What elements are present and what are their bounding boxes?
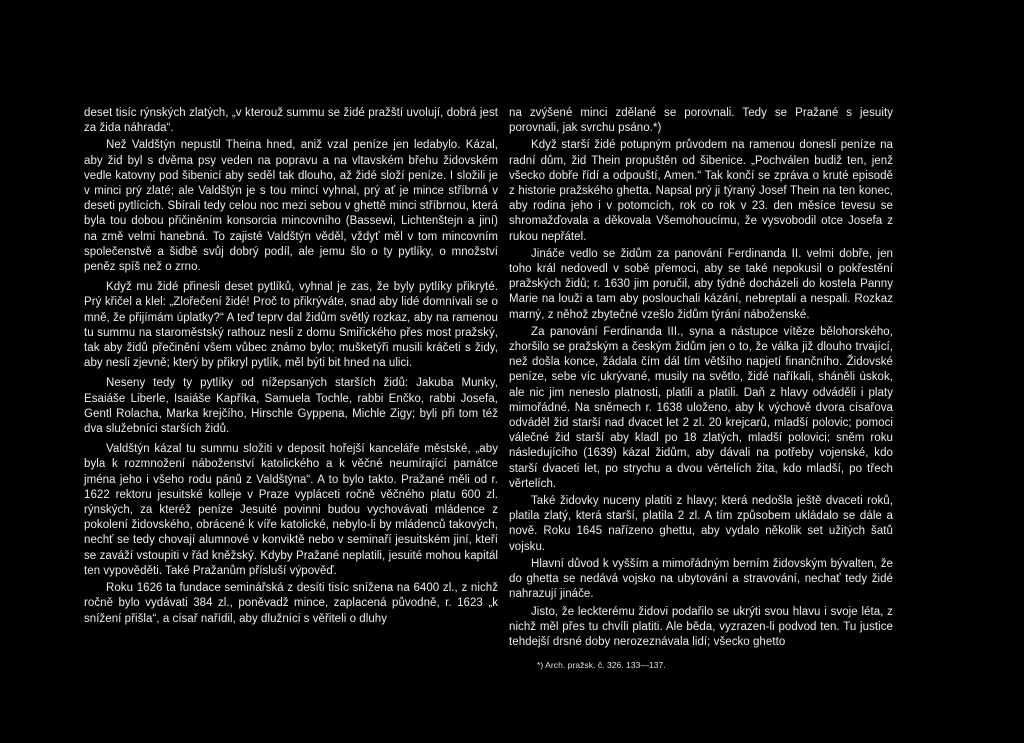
paragraph: na zvýšené minci zdělané se porovnali. Tedy se Pražané s jesuity porovnali, jak svrchu psáno.*) [509, 107, 893, 135]
paragraph: Když starší židé potupným průvodem na ramenou donesli peníze na radní dům, žid Thein propuštěn od šibenice. „Pochválen budiž ten, jenž všecko dobře řídí a odpouští, Amen.“ Tak končí se zpráva o kruté episodě z historie pražského ghetta. Napsal prý ji týraný Josef Thein na ten konec, aby rodina jeho i v potomcích, rok co rok v 23. den měsíce tevesu se shromažďovala a děkovala Všemohoucímu, že vysvobodil otce Josefa z rukou nepřátel. [509, 139, 893, 243]
paragraph: Také židovky nuceny platiti z hlavy; která nedošla ještě dvaceti roků, platila zlatý, která starší, platila 2 zl. A tím způsobem ukládalo se dále a nově. Roku 1645 nařízeno ghettu, aby vydalo několik set užitých šatů vojsku. [509, 495, 893, 553]
paragraph: Jisto, že leckterému židovi podařilo se ukrýti svou hlavu i svoje léta, z nichž měl přes tu chvíli platiti. Ale běda, vyzrazen-li podvod ten. Tu justice tehdejší drsné doby nerozeznávala lidí; všecko ghetto [509, 605, 893, 648]
paragraph: deset tisíc rýnských zlatých, „v kterouž summu se židé pražští uvolují, dobrá jest za žida náhrada“. [84, 107, 498, 135]
paragraph: Hlavní důvod k vyšším a mimořádným berním židovským bývalten, že do ghetta se nedává vojsko na ubytování a stravování, nechať tedy židé nahrazují jináče. [509, 557, 893, 601]
paragraph: Když mu židé přinesli deset pytlíků, vyhnal je zas, že byly pytlíky přikryté. Prý křičel a klel: „Zlořečení židé! Proč to přikrýváte, snad aby lidé domnívali se o mně, že přijímám úplatky?“ A teď teprv dal židům světlý rozkaz, aby na ramenou tu summu na staroměstský rathouz nesli z domu Smiřického přes most pražský, tak aby židů přečinění všem vůbec známo bylo; mušketýři musili kráčeti s židy, aby nesli zjevně; který by přikryl pytlík, měl býti bit hned na ulici. [84, 281, 498, 370]
footnote: *) Arch. pražsk. č. 326. 133—137. [537, 660, 666, 671]
paragraph: Jináče vedlo se židům za panování Ferdinanda II. velmi dobře, jen toho král nedovedl v sobě přemoci, aby se také nepokusil o pokřestění pražských židů; r. 1630 jim poručil, aby týdně docházeli do kostela Panny Marie na louži a tam aby poslouchali kázání, nebreptali a nespali. Rozkaz marný, z něhož zbytečné vzešlo židům týrání náboženské. [509, 247, 893, 321]
paragraph: Neseny tedy ty pytlíky od nížepsaných starších židů: Jakuba Munky, Esaiáše Liberle, Isaiáše Kapříka, Samuela Tochle, rabbi Enčko, rabbi Josefa, Gentl Rolacha, Marka krejčího, Hirschle Gyppena, Michle Zigy; byli při tom též dva služebníci starších židů. [84, 377, 498, 436]
right-page-column [509, 106, 893, 671]
left-page-column [84, 106, 498, 629]
paragraph: Za panování Ferdinanda III., syna a nástupce vítěze bělohorského, zhoršilo se pražským a českým židům jen o to, že válka již dlouho trvající, než došla konce, žádala čím dál tím většího napjetí finančního. Židovské peníze, sebe víc ukrývané, musily na světlo, židé naříkali, sháněli úskok, ale nic jim neneslo platnosti, platili a platili. Daň z hlavy odváděli i platy mimořádné. Na sněmech r. 1638 uloženo, aby k výchově dvora císařova odváděl žid starší nad dvacet let 2 zl. 20 krejcarů, mladší polovic; pomoci válečné žid starší aby kladl po 18 zlatých, mladší polovici; sněm roku následujícího (1639) kázal židům, aby dávali na potřeby vojenské, kdo starší dvaceti let, po strychu a dvou věrtelích žita, kdo mladší, po třech věrtelích. [509, 325, 893, 490]
paragraph: Roku 1626 ta fundace seminářská z desíti tisíc snížena na 6400 zl., z nichž ročně bylo vydávati 384 zl., poněvadž mince, zaplacená původně, r. 1623 „k snížení přišla“, a císař nařídil, aby dlužníci s věřiteli o dluhy [84, 582, 498, 625]
paragraph: Valdštýn kázal tu summu složiti v deposit hořejší kanceláře městské, „aby byla k rozmnožení náboženství katolického a k věčné neumírající památce jména jeho i všeho rodu pánů z Valdštýna“. A to bylo takto. Pražané měli od r. 1622 rektoru jesuitské kolleje v Praze vypláceti ročně věčného platu 600 zl. rýnských, za kteréž peníze Jesuité povinni budou vychovávati mládence z pokolení židovského, obrácené k víře katolické, nebylo-li by mládenců takových, nechť se tedy chovají alumnové v konviktě nebo v seminaří jesuitském jiní, kteří se zaváží vstoupiti v řád kněžský. Kdyby Pražané neplatili, jesuité mohou kapitál ten vypověděti. Také Pražanům přísluší výpověď. [84, 443, 498, 577]
paragraph: Než Valdštýn nepustil Theina hned, aniž vzal peníze jen ledabylo. Kázal, aby žid byl s dvěma psy veden na popravu a na vltavském břehu židovském vedle katovny pod šibenicí aby seděl tak dlouho, až židé složí peníze. I složili je v minci prý zlaté; ale Valdštýn je s tou mincí vyhnal, prý ať je mince stříbrná v deseti pytlících. Sbírali tedy celou noc mezi sebou v ghettě minci stříbrnou, která byla tou dobou přičiněním konsorcia mincovního (Bassewi, Lichtenštejn a jiní) na změ velmi hanebná. To zajisté Valdštýn věděl, vždyť měl v tom mincovním společenstvě a šidbě svůj dobrý podíl, ale jemu šlo o ty pytlíky, o množství peněz spíš než o zrno. [84, 139, 498, 274]
